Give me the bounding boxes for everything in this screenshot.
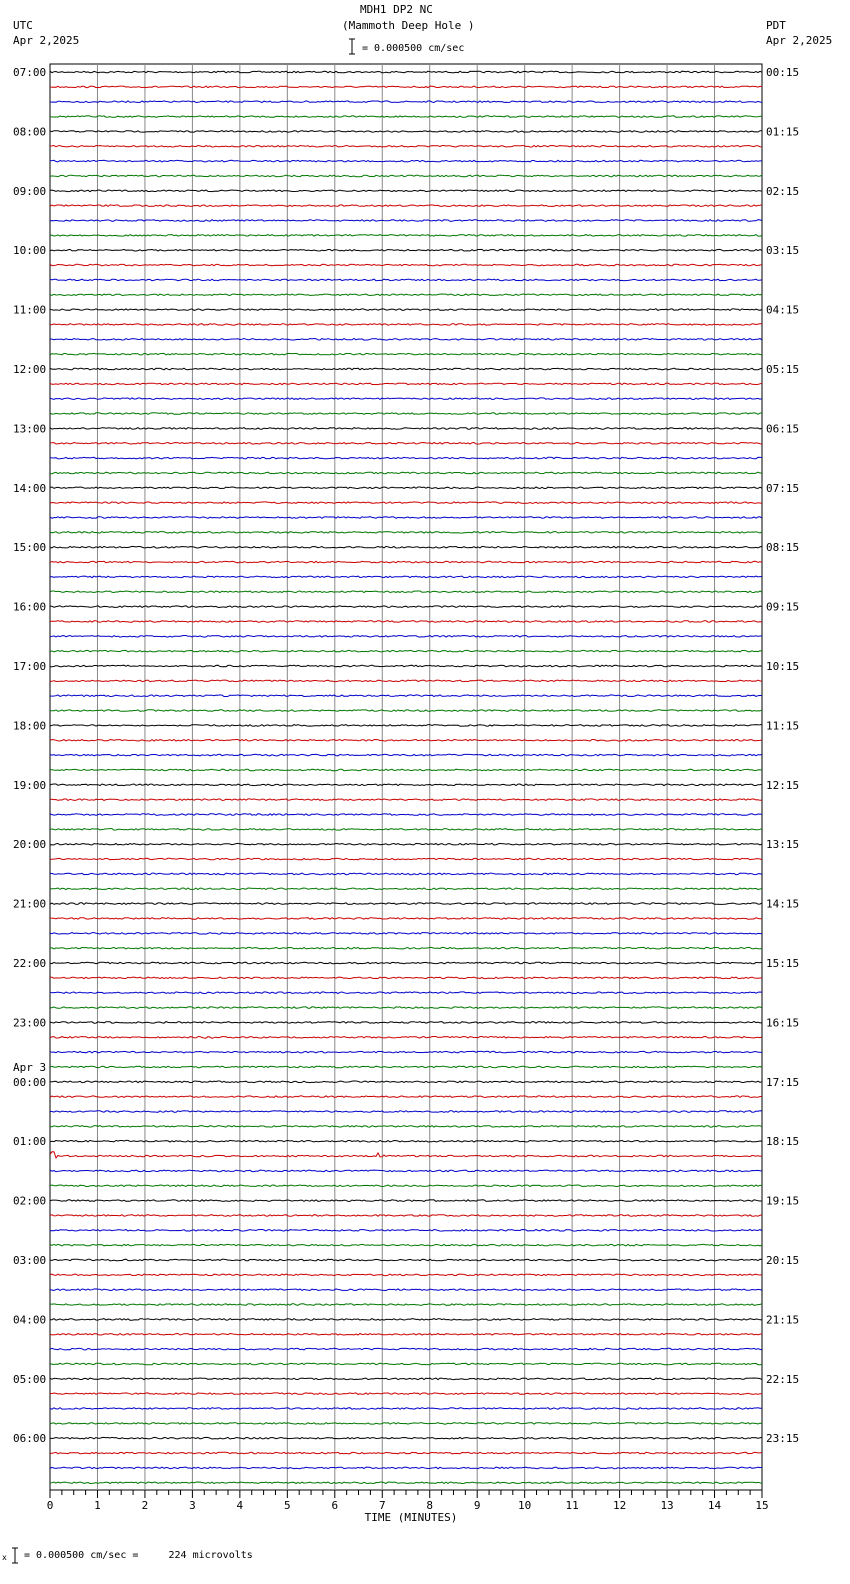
trace-line — [50, 1081, 762, 1083]
utc-hour-label: 19:00 — [13, 778, 47, 792]
pdt-hour-label: 14:15 — [766, 897, 800, 911]
trace-line — [50, 428, 762, 430]
trace-line — [50, 1259, 762, 1261]
utc-hour-label: 18:00 — [13, 719, 47, 733]
pdt-hour-label: 16:15 — [766, 1016, 800, 1030]
pdt-hour-label: 15:15 — [766, 957, 800, 970]
utc-hour-label: 20:00 — [13, 838, 47, 852]
trace-line — [50, 1096, 762, 1098]
trace-line — [50, 1244, 762, 1246]
trace-line — [50, 71, 762, 73]
trace-line — [50, 175, 762, 177]
utc-hour-label: 21:00 — [13, 897, 47, 911]
utc-hour-label: 12:00 — [13, 363, 47, 376]
x-tick-label: 1 — [94, 1499, 101, 1512]
pdt-hour-label: 00:15 — [766, 66, 800, 79]
pdt-hour-label: 19:15 — [766, 1194, 800, 1208]
trace-line — [50, 1111, 762, 1113]
pdt-hour-label: 13:15 — [766, 838, 800, 852]
trace-line — [50, 665, 762, 667]
trace-line — [50, 576, 762, 578]
trace-line — [50, 710, 762, 712]
x-tick-label: 14 — [707, 1499, 722, 1512]
right-timezone: PDT — [766, 19, 786, 32]
trace-line — [50, 903, 762, 905]
trace-line — [50, 843, 762, 845]
trace-line — [50, 695, 762, 697]
utc-hour-label: 11:00 — [13, 303, 47, 317]
pdt-hour-label: 09:15 — [766, 600, 800, 614]
trace-line — [50, 1437, 762, 1439]
trace-line — [50, 1037, 762, 1039]
x-tick-label: 7 — [378, 1499, 386, 1512]
trace-line — [50, 977, 762, 979]
utc-hour-label: 05:00 — [13, 1372, 47, 1386]
x-tick-label: 6 — [331, 1499, 339, 1512]
pdt-hour-label: 05:15 — [766, 363, 800, 376]
pdt-hour-label: 08:15 — [766, 541, 800, 555]
trace-line — [50, 487, 762, 489]
pdt-hour-label: 10:15 — [766, 660, 800, 673]
trace-line — [50, 413, 762, 415]
utc-hour-label: 00:00 — [13, 1075, 47, 1089]
trace-line — [50, 1200, 762, 1202]
trace-line — [50, 992, 762, 994]
trace-line — [50, 1185, 762, 1187]
trace-line — [50, 858, 762, 860]
utc-hour-label: 16:00 — [13, 600, 47, 614]
utc-hour-label: 14:00 — [13, 481, 47, 495]
trace-line — [50, 116, 762, 118]
trace-line — [50, 443, 762, 445]
trace-line — [50, 606, 762, 608]
station-title: MDH1 DP2 NC — [360, 3, 433, 16]
trace-line — [50, 962, 762, 964]
trace-line — [50, 799, 762, 801]
trace-line — [50, 1051, 762, 1053]
trace-line — [50, 650, 762, 652]
trace-line — [50, 339, 762, 341]
pdt-hour-label: 21:15 — [766, 1313, 800, 1327]
utc-hour-label: 13:00 — [13, 422, 47, 436]
trace-line — [50, 873, 762, 875]
pdt-hour-label: 17:15 — [766, 1075, 800, 1089]
x-tick-label: 11 — [565, 1499, 579, 1512]
pdt-hour-label: 07:15 — [766, 481, 800, 495]
trace-line — [50, 1408, 762, 1410]
trace-line — [50, 1482, 762, 1484]
left-timezone: UTC — [13, 19, 33, 32]
utc-hour-label: 02:00 — [13, 1194, 47, 1208]
trace-line — [50, 784, 762, 786]
x-tick-label: 10 — [518, 1499, 532, 1512]
trace-line — [50, 1215, 762, 1217]
trace-line — [50, 1423, 762, 1425]
trace-line — [50, 1170, 762, 1172]
trace-line — [50, 1022, 762, 1024]
trace-line — [50, 502, 762, 504]
trace-line — [50, 1007, 762, 1009]
trace-line — [50, 1467, 762, 1469]
trace-line — [50, 814, 762, 816]
trace-line — [50, 264, 762, 266]
trace-line — [50, 888, 762, 890]
trace-line — [50, 769, 762, 771]
station-location: (Mammoth Deep Hole ) — [342, 19, 475, 32]
trace-line — [50, 933, 762, 935]
trace-line — [50, 532, 762, 534]
trace-line — [50, 309, 762, 311]
trace-line — [50, 1140, 762, 1142]
trace-line — [50, 918, 762, 920]
trace-line — [50, 249, 762, 251]
trace-line — [50, 1289, 762, 1291]
trace-line — [50, 324, 762, 326]
x-axis-label: TIME (MINUTES) — [364, 1511, 458, 1524]
trace-line — [50, 472, 762, 474]
trace-line — [50, 725, 762, 727]
left-date: Apr 2,2025 — [13, 34, 80, 47]
x-tick-label: 3 — [189, 1499, 196, 1512]
utc-hour-label: 17:00 — [13, 660, 47, 673]
trace-line — [50, 457, 762, 459]
trace-line — [50, 1126, 762, 1128]
trace-line — [50, 1230, 762, 1232]
trace-line — [50, 131, 762, 133]
trace-line — [50, 680, 762, 682]
x-tick-label: 4 — [236, 1499, 244, 1512]
trace-line — [50, 398, 762, 400]
trace-line — [50, 86, 762, 88]
utc-hour-label: 01:00 — [13, 1135, 47, 1149]
trace-line — [50, 636, 762, 638]
trace-line — [50, 1066, 762, 1068]
trace-line — [50, 1274, 762, 1276]
trace-line — [50, 621, 762, 623]
utc-hour-label: 23:00 — [13, 1016, 47, 1030]
pdt-hour-label: 03:15 — [766, 244, 800, 258]
pdt-hour-label: 02:15 — [766, 184, 800, 198]
trace-line — [50, 160, 762, 162]
right-date: Apr 2,2025 — [766, 34, 833, 47]
trace-line — [50, 947, 762, 949]
trace-line — [50, 368, 762, 370]
trace-line — [50, 591, 762, 593]
plot-frame — [50, 64, 762, 1490]
utc-hour-label: 04:00 — [13, 1313, 47, 1327]
trace-line — [50, 383, 762, 385]
trace-line — [50, 294, 762, 296]
pdt-hour-label: 11:15 — [766, 719, 800, 733]
trace-line — [50, 205, 762, 207]
trace-line — [50, 1378, 762, 1380]
trace-line — [50, 1334, 762, 1336]
pdt-hour-label: 20:15 — [766, 1254, 800, 1267]
x-tick-label: 9 — [473, 1499, 481, 1512]
trace-line — [50, 1319, 762, 1321]
pdt-hour-label: 23:15 — [766, 1432, 800, 1446]
x-tick-label: 13 — [660, 1499, 674, 1512]
trace-line — [50, 561, 762, 563]
date-change-label: Apr 3 — [13, 1060, 47, 1074]
utc-hour-label: 08:00 — [13, 125, 47, 139]
trace-line — [50, 1452, 762, 1454]
utc-hour-label: 09:00 — [13, 184, 47, 198]
pdt-hour-label: 18:15 — [766, 1135, 800, 1149]
pdt-hour-label: 06:15 — [766, 422, 800, 436]
trace-line — [50, 1304, 762, 1306]
utc-hour-label: 03:00 — [13, 1254, 47, 1267]
x-tick-label: 0 — [46, 1499, 54, 1512]
pdt-hour-label: 12:15 — [766, 778, 800, 792]
footer-scale-note: = 0.000500 cm/sec = 224 microvolts — [24, 1550, 253, 1561]
pdt-hour-label: 04:15 — [766, 303, 800, 317]
x-tick-label: 15 — [755, 1499, 769, 1512]
trace-line — [50, 829, 762, 831]
x-tick-label: 8 — [426, 1499, 434, 1512]
trace-line — [50, 754, 762, 756]
utc-hour-label: 22:00 — [13, 957, 47, 970]
x-tick-label: 5 — [284, 1499, 291, 1512]
utc-hour-label: 06:00 — [13, 1432, 47, 1446]
utc-hour-label: 07:00 — [13, 66, 47, 79]
pdt-hour-label: 22:15 — [766, 1372, 800, 1386]
trace-line — [50, 546, 762, 548]
pdt-hour-label: 01:15 — [766, 125, 800, 139]
trace-line — [50, 353, 762, 355]
scale-label: = 0.000500 cm/sec — [362, 43, 465, 54]
trace-line — [50, 220, 762, 222]
trace-line — [50, 1348, 762, 1350]
trace-line — [50, 740, 762, 742]
trace-line — [50, 517, 762, 519]
trace-line — [50, 1363, 762, 1365]
x-tick-label: 2 — [141, 1499, 149, 1512]
svg-text:x: x — [2, 1553, 7, 1562]
utc-hour-label: 10:00 — [13, 244, 47, 258]
trace-line — [50, 1152, 762, 1158]
x-tick-label: 12 — [612, 1499, 627, 1512]
trace-line — [50, 279, 762, 281]
trace-line — [50, 1393, 762, 1395]
trace-line — [50, 235, 762, 237]
trace-line — [50, 146, 762, 148]
utc-hour-label: 15:00 — [13, 541, 47, 555]
trace-line — [50, 101, 762, 103]
footer-scale-icon — [2, 1547, 22, 1565]
trace-line — [50, 190, 762, 192]
